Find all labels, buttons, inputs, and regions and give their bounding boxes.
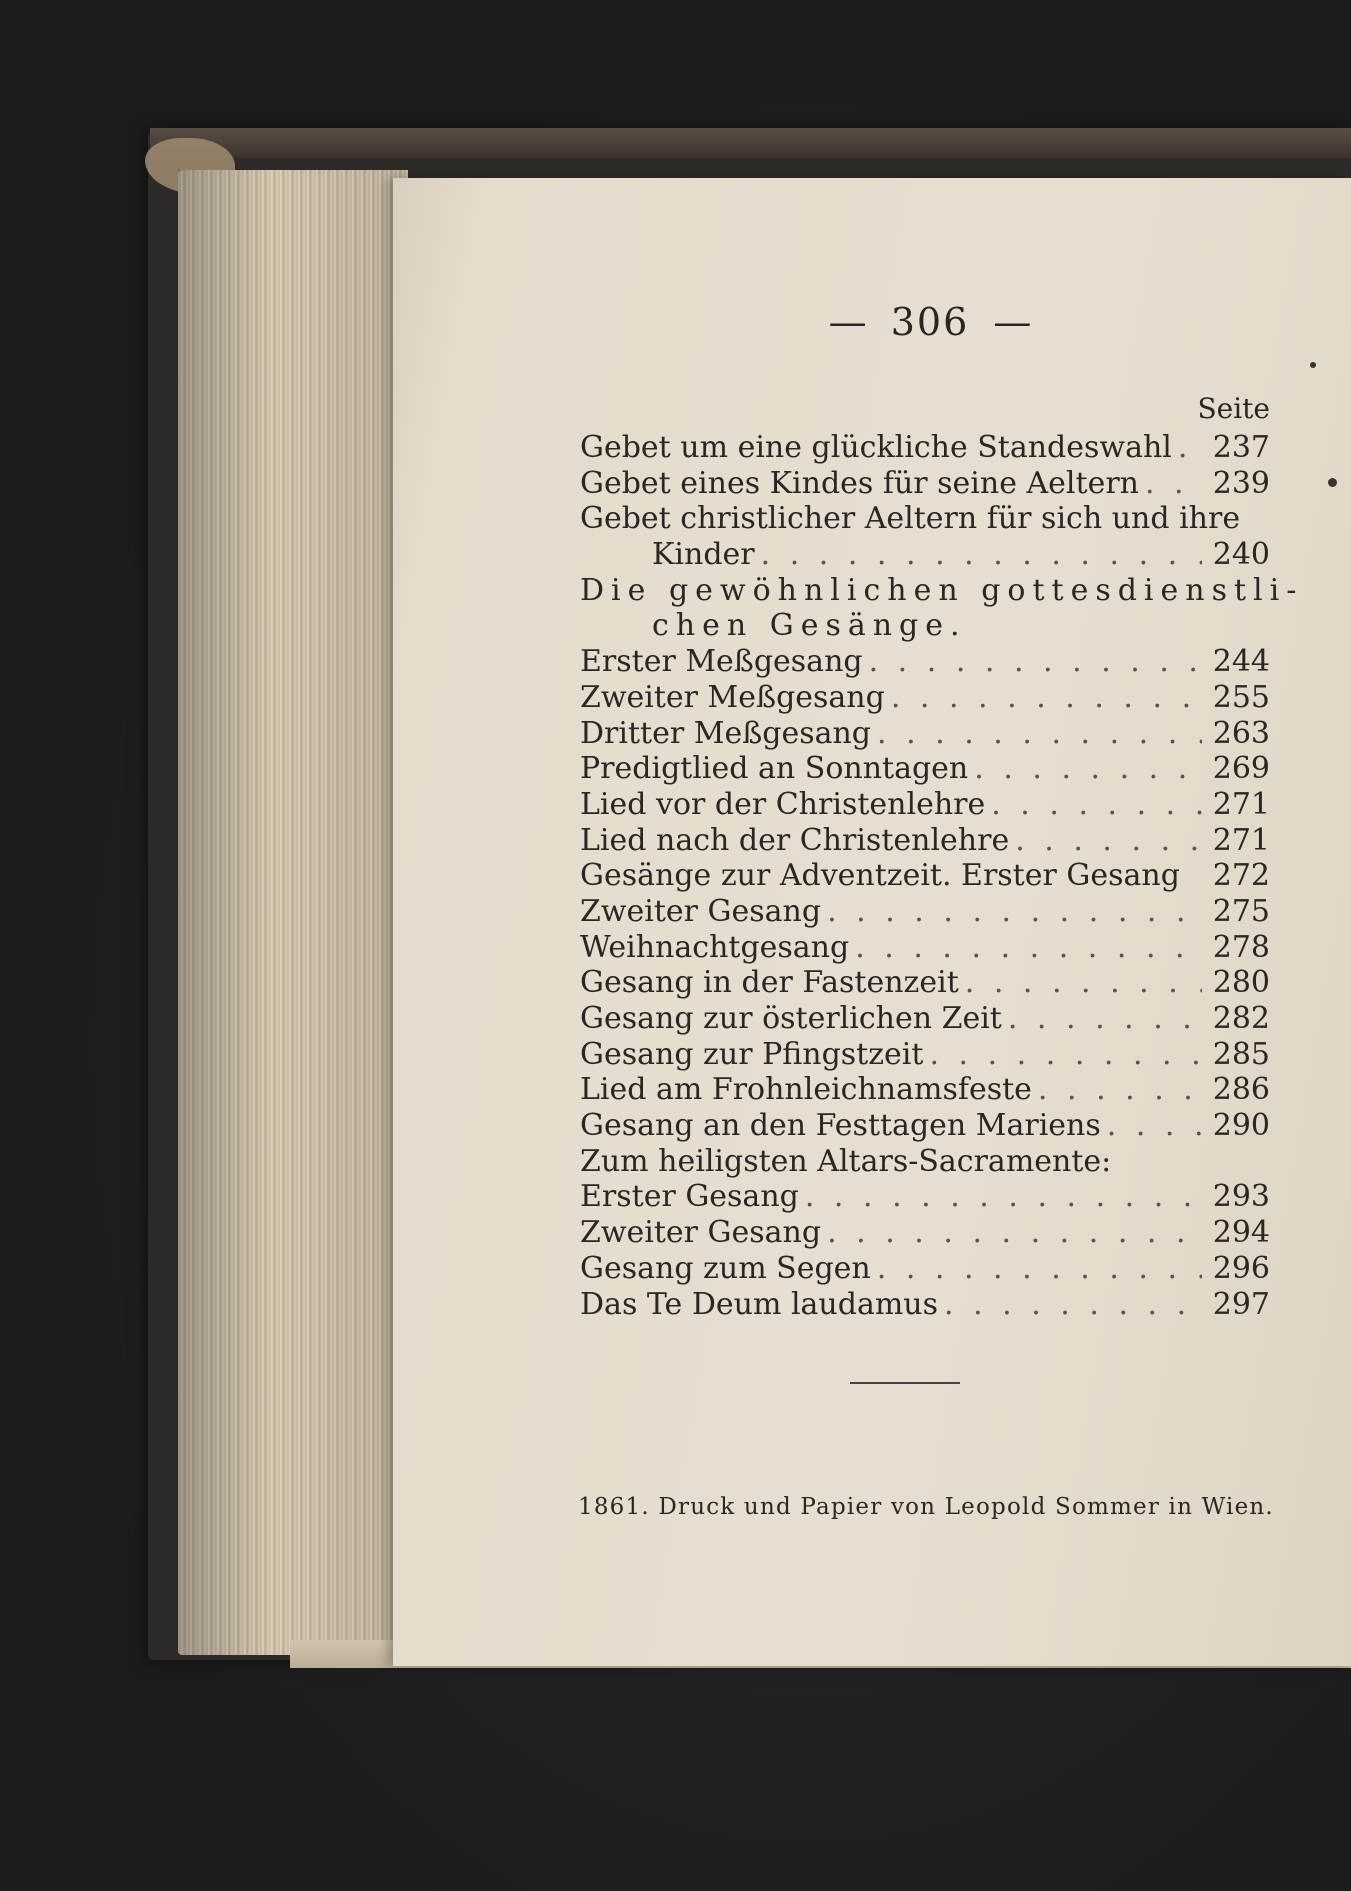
toc-entry: Gesang zum Segen . . . 296 [580,1251,1270,1287]
toc-entry: Lied am Frohnleichnamsfeste . . . 286 [580,1072,1270,1108]
toc-entry: Zweiter Gesang . . . 275 [580,894,1270,930]
ink-speck [1328,478,1337,487]
toc-entry: Dritter Meßgesang . . . 263 [580,716,1270,752]
toc-entry: Zweiter Meßgesang . . . 255 [580,680,1270,716]
toc-entry: Gesang zur Pfingstzeit . . . 285 [580,1037,1270,1073]
toc-section-heading: chen Gesänge. [652,608,967,644]
toc-entry: Predigtlied an Sonntagen . . . 269 [580,751,1270,787]
toc-entry: Gesang in der Fastenzeit . . . 280 [580,965,1270,1001]
toc-section-heading: Die gewöhnlichen gottesdienstli- [580,572,1304,608]
book-spine-top [150,128,1351,158]
toc-entry: Gesänge zur Adventzeit. Erster Gesang 272 [580,858,1270,894]
toc-entry: Lied nach der Christenlehre . . . 271 [580,823,1270,859]
toc-group-heading: Zum heiligsten Altars-Sacramente: [580,1143,1112,1179]
end-rule [850,1382,960,1384]
toc-entry: Kinder . . . 240 [580,537,1270,573]
ink-speck [1310,362,1316,368]
page-edges-shadow [178,170,408,1655]
printer-imprint: 1861. Druck und Papier von Leopold Sommer in Wien. [578,1494,1274,1520]
toc-entry: Gebet christlicher Aeltern für sich und ihre [580,501,1241,537]
toc-entry: Erster Meßgesang . . . 244 [580,644,1270,680]
toc-entry: Weihnachtgesang . . . 278 [580,930,1270,966]
column-header: Seite [1197,392,1270,425]
toc-entry: Gebet eines Kindes für seine Aeltern . . . 239 [580,466,1270,502]
toc-entry: Gebet um eine glückliche Standeswahl . . . 237 [580,430,1270,466]
toc-entry: Zweiter Gesang . . . 294 [580,1215,1270,1251]
toc-entry: Gesang zur österlichen Zeit . . . 282 [580,1001,1270,1037]
toc-entry: Das Te Deum laudamus . . . 297 [580,1287,1270,1323]
toc-entry: Gesang an den Festtagen Mariens . . . 290 [580,1108,1270,1144]
table-of-contents [580,430,1304,1322]
toc-entry: Lied vor der Christenlehre . . . 271 [580,787,1270,823]
toc-entry: Erster Gesang . . . 293 [580,1179,1270,1215]
page-number: — 306 — [828,300,1032,344]
